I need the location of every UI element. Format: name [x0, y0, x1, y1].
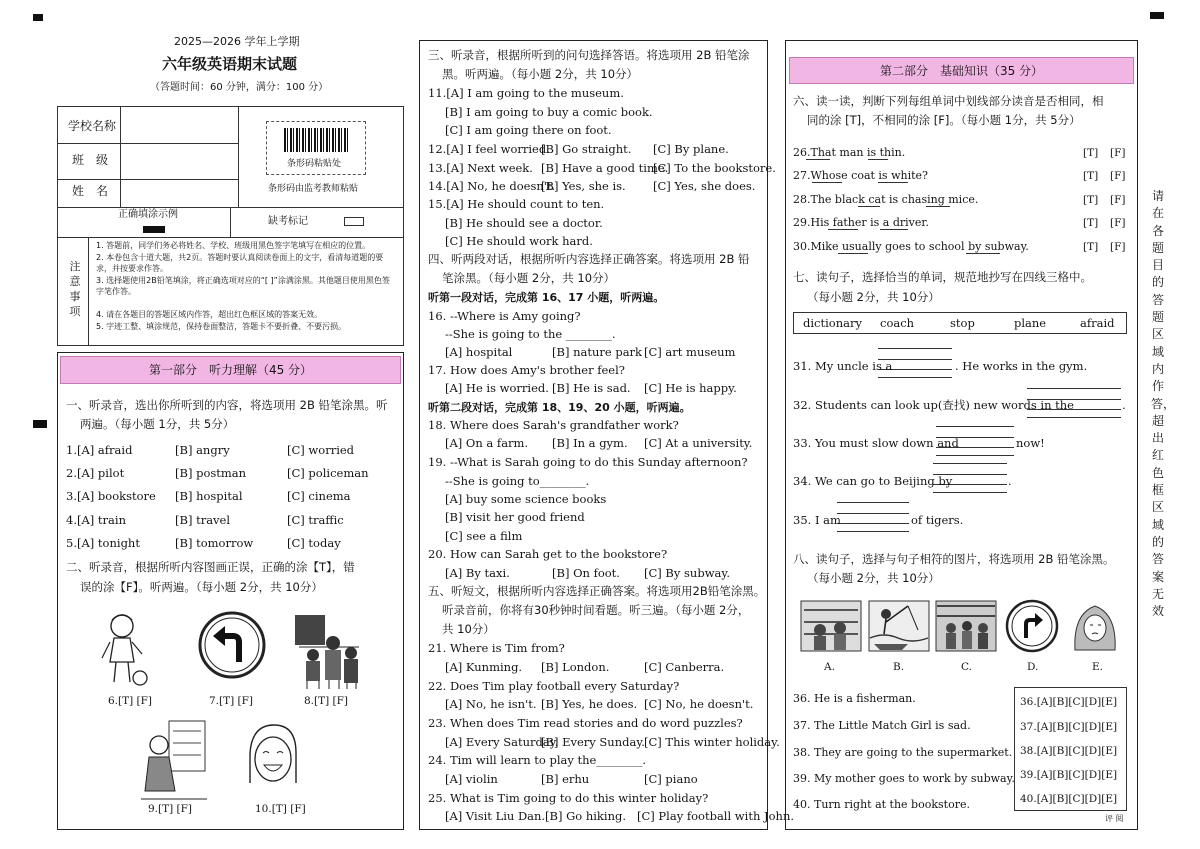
q30-f[interactable]: [F] — [1110, 241, 1126, 253]
pic-label-10[interactable]: 10.[T] [F] — [255, 803, 306, 815]
sec6-title-1: 六、读一读，判断下列每组单词中划线部分读音是否相同，相 — [793, 94, 1104, 108]
q2-a[interactable]: [A] pilot — [77, 466, 125, 480]
pic-label-b: B. — [893, 661, 905, 673]
picture-e-match-girl — [1067, 600, 1123, 652]
q30-t[interactable]: [T] — [1083, 241, 1099, 253]
q15-c[interactable]: [C] He should work hard. — [445, 234, 593, 248]
q4-a[interactable]: [A] train — [77, 513, 126, 527]
sec1-title-1: 一、听录音，选出你所听到的内容，将选项用 2B 铅笔涂黑。听 — [66, 398, 388, 412]
q18: 18. Where does Sarah's grandfather work? — [428, 418, 679, 432]
underline-27a — [812, 182, 842, 183]
q4-b[interactable]: [B] travel — [175, 513, 231, 527]
picture-9-shop-girl — [139, 719, 209, 801]
side-mark — [33, 420, 47, 428]
q31-before: 31. My uncle is a — [793, 359, 893, 373]
sec4-title-2: 笔涂黑。（每小题 2分，共 10分） — [442, 271, 616, 285]
q28: 28.The black cat is chasing mice. — [793, 193, 979, 206]
q33-after: now! — [1016, 436, 1045, 450]
q25-a[interactable]: [A] Visit Liu Dan. — [445, 809, 546, 823]
q29-f[interactable]: [F] — [1110, 217, 1126, 229]
q2-num: 2. — [66, 466, 77, 480]
q18-a[interactable]: [A] On a farm. — [445, 436, 529, 450]
q5-a[interactable]: [A] tonight — [77, 536, 140, 550]
barcode-label: 条形码粘贴处 — [287, 159, 342, 169]
q1-c[interactable]: [C] worried — [287, 443, 355, 457]
answer-36[interactable]: 36.[A][B][C][D][E] — [1020, 696, 1118, 708]
q22-b[interactable]: [B] Yes, he does. — [541, 697, 638, 711]
school-name-label: 学校名称 — [68, 119, 117, 133]
underline-26a — [806, 159, 830, 160]
q40: 40. Turn right at the bookstore. — [793, 798, 970, 811]
q13-a[interactable]: 13.[A] Next week. — [428, 161, 533, 175]
fill-example-label: 正确填涂示例 — [118, 209, 178, 220]
note-1: 1. 答题前，同学们务必将姓名、学校、班级用黑色签字笔填写在相应的位置。 — [96, 241, 371, 250]
q38: 38. They are going to the supermarket. — [793, 746, 1013, 759]
q19-c[interactable]: [C] see a film — [445, 529, 523, 543]
note-4: 4. 请在各题目的答题区域内作答，超出红色框区域的答案无效。 — [96, 310, 323, 319]
q2-b[interactable]: [B] postman — [175, 466, 247, 480]
q25: 25. What is Tim going to do this winter holiday? — [428, 791, 709, 805]
sec7-title-2: （每小题 2分，共 10分） — [807, 290, 940, 304]
q21-c[interactable]: [C] Canberra. — [644, 660, 725, 674]
sec3-title-2: 黑。听两遍。（每小题 2分，共 10分） — [442, 67, 639, 81]
q37: 37. The Little Match Girl is sad. — [793, 719, 971, 732]
corner-mark-right — [1150, 12, 1164, 19]
q16-a[interactable]: [A] hospital — [445, 345, 513, 359]
pic-label-6[interactable]: 6.[T] [F] — [108, 695, 153, 707]
q17-b[interactable]: [B] He is sad. — [552, 381, 631, 395]
q25-c[interactable]: [C] Play football with John. — [637, 809, 795, 823]
notes-label: 注 意 事 项 — [69, 260, 81, 318]
q26-f[interactable]: [F] — [1110, 147, 1126, 159]
q12-c[interactable]: [C] By plane. — [653, 142, 729, 156]
q24-c[interactable]: [C] piano — [644, 772, 698, 786]
word-bank — [793, 312, 1127, 334]
note-2: 2. 本卷包含十道大题，共2页。答题时要认真阅读卷面上的文字，看清每道题的要求，并按要求作答。 — [96, 253, 384, 273]
q3-num: 3. — [66, 489, 77, 503]
q17-a[interactable]: [A] He is worried. — [445, 381, 549, 395]
barcode-note: 条形码由监考教师粘贴 — [268, 184, 359, 194]
q25-b[interactable]: [B] Go hiking. — [545, 809, 626, 823]
writing-grid-35[interactable] — [837, 502, 909, 532]
q19: 19. --What is Sarah going to do this Sunday afternoon? — [428, 455, 748, 469]
q20: 20. How can Sarah get to the bookstore? — [428, 547, 668, 561]
q26-t[interactable]: [T] — [1083, 147, 1099, 159]
note-3: 3. 选择题使用2B铅笔填涂，将正确选项对应的“[ ]”涂满涂黑。其他题目使用黑色签字笔作答。 — [96, 276, 390, 296]
word-1: dictionary — [803, 316, 862, 330]
q4-num: 4. — [66, 513, 77, 527]
q14-b[interactable]: [B] Yes, she is. — [541, 179, 626, 193]
picture-c-subway — [935, 600, 997, 652]
q22: 22. Does Tim play football every Saturday? — [428, 679, 680, 693]
corner-stamp: 评 阅 — [1105, 814, 1124, 823]
q21-a[interactable]: [A] Kunming. — [445, 660, 523, 674]
picture-6-boy-football — [98, 612, 150, 690]
underline-30a — [838, 253, 868, 254]
q3-c[interactable]: [C] cinema — [287, 489, 351, 503]
picture-10-laughing-girl — [244, 723, 302, 797]
answer-39[interactable]: 39.[A][B][C][D][E] — [1020, 769, 1118, 781]
fill-example-mark — [143, 226, 165, 233]
q18-c[interactable]: [C] At a university. — [644, 436, 753, 450]
pic-label-8[interactable]: 8.[T] [F] — [304, 695, 349, 707]
q35-before: 35. I am — [793, 513, 841, 527]
q16: 16. --Where is Amy going? — [428, 309, 581, 323]
sec6-title-2: 同的涂 [T]，不相同的涂 [F]。（每小题 1分，共 5分） — [807, 113, 1081, 127]
q11-c[interactable]: [C] I am going there on foot. — [445, 123, 612, 137]
sec2-title-2: 误的涂【F】。听两遍。（每小题 2分，共 10分） — [80, 580, 323, 594]
part1-band: 第一部分 听力理解（45 分） — [60, 356, 401, 384]
absent-label: 缺考标记 — [268, 216, 308, 227]
sec1-title-2: 两遍。（每小题 1分，共 5分） — [80, 417, 235, 431]
note-5: 5. 字迹工整、填涂规范，保持卷面整洁，答题卡不要折叠、不要污损。 — [96, 322, 347, 331]
sec8-title-2: （每小题 2分，共 10分） — [807, 571, 940, 585]
word-5: afraid — [1080, 316, 1115, 330]
picture-a-supermarket — [800, 600, 862, 652]
answer-38[interactable]: 38.[A][B][C][D][E] — [1020, 745, 1118, 757]
underline-30b — [966, 253, 1000, 254]
q13-b[interactable]: [B] Have a good time. — [541, 161, 669, 175]
q3-a[interactable]: [A] bookstore — [77, 489, 156, 503]
q29: 29.His father is a driver. — [793, 216, 929, 229]
exam-time-note: （答题时间：60 分钟，满分：100 分） — [150, 82, 329, 93]
q28-t[interactable]: [T] — [1083, 194, 1099, 206]
picture-b-fisherman — [868, 600, 930, 652]
q14-c[interactable]: [C] Yes, she does. — [653, 179, 756, 193]
q2-c[interactable]: [C] policeman — [287, 466, 369, 480]
q30: 30.Mike usually goes to school by subway. — [793, 240, 1029, 253]
q32-before: 32. Students can look up(查找) new words in the — [793, 398, 1074, 412]
answer-40[interactable]: 40.[A][B][C][D][E] — [1020, 793, 1118, 805]
q21-b[interactable]: [B] London. — [541, 660, 610, 674]
barcode-icon — [284, 128, 348, 152]
q17: 17. How does Amy's brother feel? — [428, 363, 625, 377]
q15-b[interactable]: [B] He should see a doctor. — [445, 216, 603, 230]
sec7-title-1: 七、读句子，选择恰当的单词，规范地抄写在四线三格中。 — [793, 270, 1092, 284]
q23: 23. When does Tim read stories and do word puzzles? — [428, 716, 743, 730]
q21: 21. Where is Tim from? — [428, 641, 565, 655]
sec4-title-1: 四、听两段对话，根据所听内容选择正确答案。将选项用 2B 铅 — [428, 252, 750, 266]
word-3: stop — [950, 316, 975, 330]
q5-c[interactable]: [C] today — [287, 536, 341, 550]
sec5-title-1: 五、听短文，根据所听内容选择正确答案。将选项用2B铅笔涂黑。 — [428, 584, 766, 598]
q26: 26.That man is thin. — [793, 146, 906, 159]
picture-7-turn-left-sign — [197, 610, 267, 680]
q32-after: . — [1122, 398, 1126, 412]
q23-b[interactable]: [B] Every Sunday. — [541, 735, 645, 749]
picture-d-turn-right-sign — [1005, 598, 1059, 654]
sec8-title-1: 八、读句子，选择与句子相符的图片，将选项用 2B 铅笔涂黑。 — [793, 552, 1115, 566]
q39: 39. My mother goes to work by subway. — [793, 772, 1015, 785]
sec2-title-1: 二、听录音，根据所听内容图画正误，正确的涂【T】，错 — [66, 560, 355, 574]
part2-band: 第二部分 基础知识（35 分） — [789, 57, 1134, 84]
q15-a[interactable]: 15.[A] He should count to ten. — [428, 197, 605, 211]
absent-checkbox[interactable] — [344, 217, 364, 226]
pic-label-d: D. — [1027, 661, 1039, 673]
q1-a[interactable]: [A] afraid — [77, 443, 133, 457]
q24: 24. Tim will learn to play the________. — [428, 753, 647, 767]
q28-f[interactable]: [F] — [1110, 194, 1126, 206]
q14-a[interactable]: 14.[A] No, he doesn't. — [428, 179, 556, 193]
pic-label-9[interactable]: 9.[T] [F] — [148, 803, 193, 815]
answer-37[interactable]: 37.[A][B][C][D][E] — [1020, 721, 1118, 733]
q27: 27.Whose coat is white? — [793, 169, 928, 182]
q20-b[interactable]: [B] On foot. — [552, 566, 620, 580]
sec5-title-3: 共 10分） — [442, 622, 495, 636]
barcode-frame — [266, 121, 366, 175]
dialogue-1-note: 听第一段对话，完成第 16、17 小题，听两遍。 — [428, 291, 665, 304]
q35-after: of tigers. — [911, 513, 964, 527]
q19-a[interactable]: [A] buy some science books — [445, 492, 607, 506]
pic-label-e: E. — [1092, 661, 1104, 673]
q17-c[interactable]: [C] He is happy. — [644, 381, 737, 395]
pic-label-c: C. — [961, 661, 972, 673]
q1-num: 1. — [66, 443, 77, 457]
q12-b[interactable]: [B] Go straight. — [541, 142, 632, 156]
q12-a[interactable]: 12.[A] I feel worried. — [428, 142, 550, 156]
q24-b[interactable]: [B] erhu — [541, 772, 590, 786]
q5-b[interactable]: [B] tomorrow — [175, 536, 254, 550]
corner-mark-left — [33, 14, 43, 21]
name-label: 姓 名 — [72, 184, 109, 198]
underline-26b — [868, 159, 888, 160]
q22-a[interactable]: [A] No, he isn't. — [445, 697, 537, 711]
dialogue-2-note: 听第二段对话，完成第 18、19、20 小题，听两遍。 — [428, 401, 691, 414]
q16-c[interactable]: [C] art museum — [644, 345, 736, 359]
q33-before: 33. You must slow down and — [793, 436, 959, 450]
column-2-frame — [419, 40, 768, 830]
q20-c[interactable]: [C] By subway. — [644, 566, 731, 580]
picture-8-family-market — [293, 613, 365, 689]
q18-b[interactable]: [B] In a gym. — [552, 436, 628, 450]
q16-b[interactable]: [B] nature park — [552, 345, 643, 359]
underline-29a — [828, 229, 858, 230]
q22-c[interactable]: [C] No, he doesn't. — [644, 697, 754, 711]
exam-title: 六年级英语期末试题 — [162, 55, 298, 73]
q23-c[interactable]: [C] This winter holiday. — [644, 735, 780, 749]
pic-label-a: A. — [824, 661, 835, 673]
q4-c[interactable]: [C] traffic — [287, 513, 344, 527]
q11-a[interactable]: 11.[A] I am going to the museum. — [428, 86, 624, 100]
student-info-box — [57, 106, 404, 346]
q29-t[interactable]: [T] — [1083, 217, 1099, 229]
underline-27b — [878, 182, 908, 183]
q13-c[interactable]: [C] To the bookstore. — [653, 161, 776, 175]
q19-line: --She is going to________. — [445, 474, 590, 488]
exam-term: 2025—2026 学年上学期 — [174, 35, 300, 48]
q3-b[interactable]: [B] hospital — [175, 489, 243, 503]
q5-num: 5. — [66, 536, 77, 550]
side-note: 请在各题目的答题区域内作答，超出红色框区域的答案无效 — [1151, 189, 1176, 619]
underline-28a — [858, 206, 880, 207]
underline-29b — [880, 229, 908, 230]
pic-label-7[interactable]: 7.[T] [F] — [209, 695, 254, 707]
underline-28b — [926, 206, 950, 207]
q1-b[interactable]: [B] angry — [175, 443, 230, 457]
q36: 36. He is a fisherman. — [793, 692, 916, 705]
q27-f[interactable]: [F] — [1110, 170, 1126, 182]
q20-a[interactable]: [A] By taxi. — [445, 566, 510, 580]
class-label: 班 级 — [72, 153, 109, 167]
word-4: plane — [1014, 316, 1047, 330]
q16-line: --She is going to the ________. — [445, 327, 616, 341]
q34-after: . — [1008, 474, 1012, 488]
sec5-title-2: 听录音前，你将有30秒钟时间看题。听三遍。（每小题 2分， — [442, 603, 750, 617]
sec3-title-1: 三、听录音，根据所听到的问句选择答语。将选项用 2B 铅笔涂 — [428, 48, 750, 62]
q34-before: 34. We can go to Beijing by — [793, 474, 953, 488]
word-2: coach — [880, 316, 915, 330]
q27-t[interactable]: [T] — [1083, 170, 1099, 182]
q19-b[interactable]: [B] visit her good friend — [445, 510, 585, 524]
q11-b[interactable]: [B] I am going to buy a comic book. — [445, 105, 653, 119]
q24-a[interactable]: [A] violin — [445, 772, 498, 786]
q31-after: . He works in the gym. — [955, 359, 1088, 373]
q23-a[interactable]: [A] Every Saturday. — [445, 735, 559, 749]
